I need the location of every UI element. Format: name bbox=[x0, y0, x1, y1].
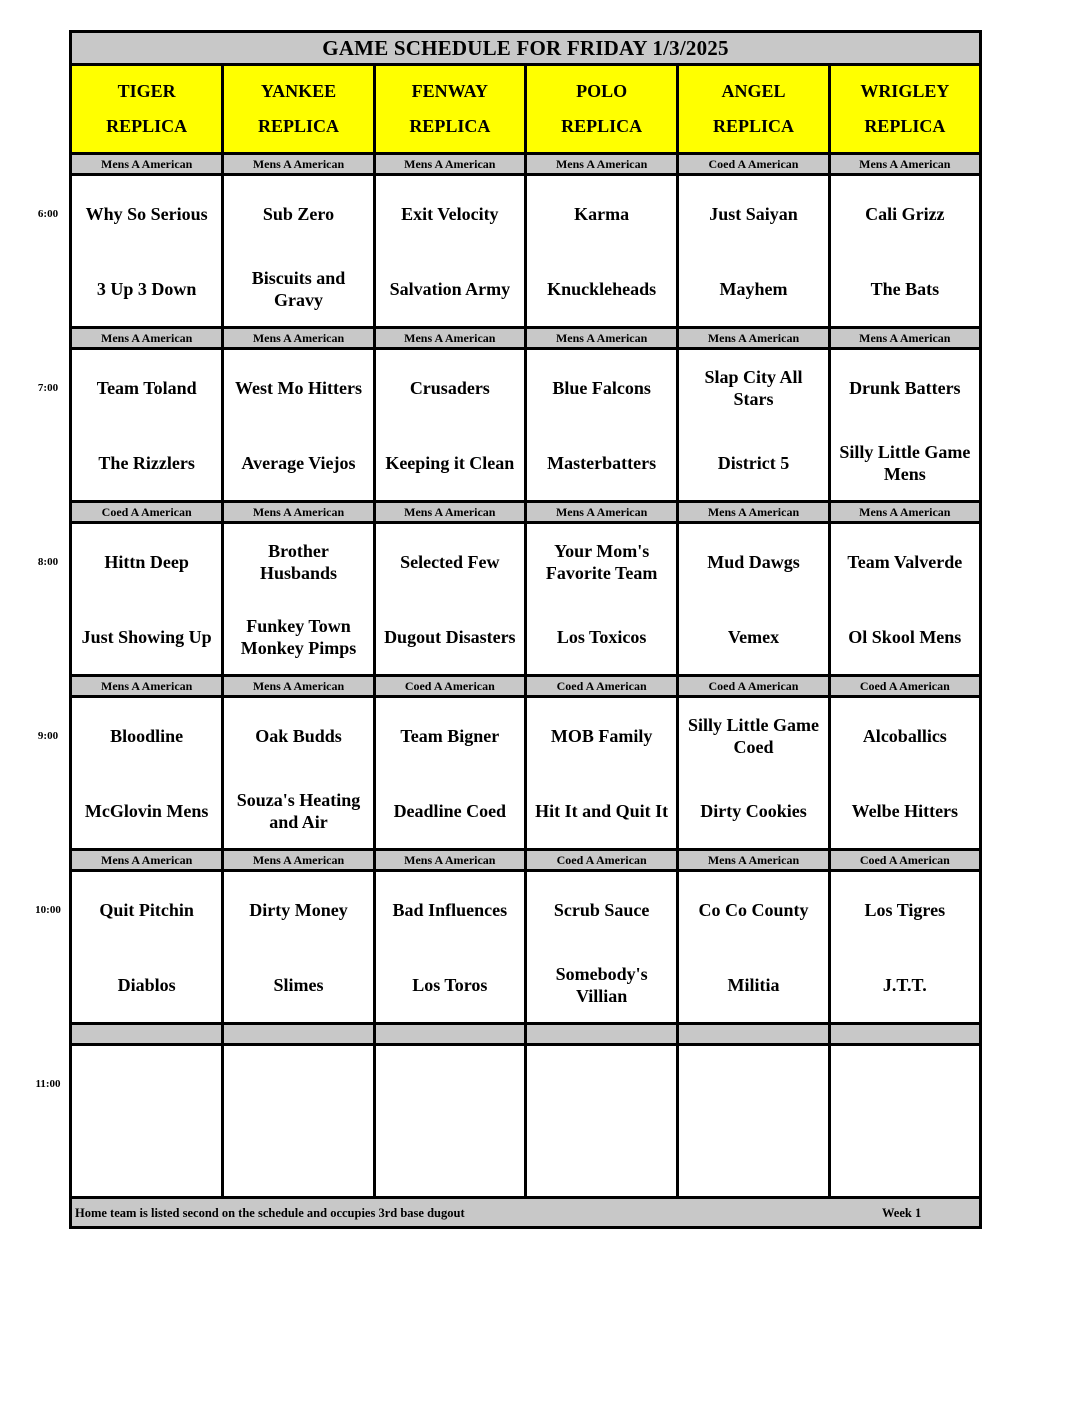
game-cell bbox=[678, 175, 829, 328]
field-header-polo bbox=[525, 65, 677, 154]
division-label: Mens A American bbox=[71, 850, 223, 871]
field-subtitle: REPLICA bbox=[106, 116, 188, 136]
time-label: 11:00 bbox=[35, 1077, 61, 1090]
away-team: Why So Serious bbox=[85, 203, 208, 224]
field-subtitle: REPLICA bbox=[561, 116, 643, 136]
home-team: Hit It and Quit It bbox=[535, 800, 669, 821]
game-cell bbox=[374, 697, 525, 850]
away-team: Team Valverde bbox=[847, 551, 963, 572]
away-team: Bad Influences bbox=[392, 899, 508, 920]
division-label: Mens A American bbox=[223, 502, 374, 523]
home-team: Biscuits and Gravy bbox=[251, 267, 346, 310]
schedule-sheet bbox=[69, 30, 982, 1229]
game-cell bbox=[223, 697, 374, 850]
empty-game-cell bbox=[829, 1045, 980, 1198]
home-team: Just Showing Up bbox=[81, 626, 212, 647]
game-cell bbox=[678, 871, 829, 1024]
home-team: Souza's Heating and Air bbox=[236, 789, 361, 832]
division-label: Mens A American bbox=[223, 328, 374, 349]
game-cell bbox=[829, 175, 980, 328]
game-cell bbox=[829, 349, 980, 502]
division-label: Coed A American bbox=[525, 676, 677, 697]
division-label: Coed A American bbox=[525, 850, 677, 871]
game-cell bbox=[678, 523, 829, 676]
division-label: Mens A American bbox=[374, 328, 525, 349]
away-team: Mud Dawgs bbox=[707, 551, 800, 572]
away-team: Los Tigres bbox=[864, 899, 946, 920]
game-cell bbox=[525, 175, 677, 328]
away-team: Exit Velocity bbox=[401, 203, 499, 224]
division-label: Mens A American bbox=[678, 328, 829, 349]
home-team: Knuckleheads bbox=[547, 278, 657, 299]
game-cell bbox=[71, 871, 223, 1024]
game-row bbox=[71, 871, 981, 1024]
game-row bbox=[71, 697, 981, 850]
division-label: Coed A American bbox=[678, 676, 829, 697]
home-team: Diablos bbox=[117, 974, 176, 995]
field-name: WRIGLEY bbox=[860, 81, 950, 101]
home-team: Keeping it Clean bbox=[385, 452, 515, 473]
division-label: Mens A American bbox=[525, 502, 677, 523]
division-label: Mens A American bbox=[223, 850, 374, 871]
field-header-fenway bbox=[374, 65, 525, 154]
away-team: Selected Few bbox=[400, 551, 500, 572]
game-cell bbox=[678, 697, 829, 850]
division-label bbox=[829, 1024, 980, 1045]
time-label: 7:00 bbox=[37, 381, 59, 394]
away-team: Your Mom's Favorite Team bbox=[545, 540, 658, 583]
game-cell bbox=[525, 523, 677, 676]
division-row bbox=[71, 850, 981, 871]
time-label: 10:00 bbox=[35, 903, 61, 916]
home-team: District 5 bbox=[717, 452, 790, 473]
game-cell bbox=[829, 871, 980, 1024]
away-team: Co Co County bbox=[698, 899, 809, 920]
away-team: Quit Pitchin bbox=[99, 899, 194, 920]
home-team: 3 Up 3 Down bbox=[96, 278, 197, 299]
game-cell bbox=[223, 349, 374, 502]
division-label bbox=[71, 1024, 223, 1045]
home-team: Somebody's Villian bbox=[555, 963, 648, 1006]
home-team: Los Toxicos bbox=[556, 626, 647, 647]
division-label: Mens A American bbox=[71, 676, 223, 697]
home-team: Ol Skool Mens bbox=[848, 626, 962, 647]
home-team: Masterbatters bbox=[547, 452, 657, 473]
game-cell bbox=[829, 697, 980, 850]
game-cell bbox=[374, 871, 525, 1024]
division-row bbox=[71, 676, 981, 697]
field-header-angel bbox=[678, 65, 829, 154]
game-cell bbox=[374, 175, 525, 328]
away-team: Karma bbox=[574, 203, 630, 224]
division-label: Mens A American bbox=[829, 328, 980, 349]
home-team: McGlovin Mens bbox=[84, 800, 209, 821]
division-row bbox=[71, 154, 981, 175]
empty-game-cell bbox=[71, 1045, 223, 1198]
division-label: Coed A American bbox=[374, 676, 525, 697]
field-name: TIGER bbox=[117, 81, 176, 101]
away-team: Drunk Batters bbox=[849, 377, 961, 398]
field-header-row bbox=[71, 65, 981, 154]
footer-row bbox=[71, 1198, 981, 1228]
game-cell bbox=[678, 349, 829, 502]
field-name: YANKEE bbox=[260, 81, 337, 101]
away-team: Alcoballics bbox=[862, 725, 947, 746]
field-subtitle: REPLICA bbox=[712, 116, 794, 136]
away-team: Crusaders bbox=[409, 377, 490, 398]
field-name: FENWAY bbox=[411, 81, 488, 101]
home-team: Mayhem bbox=[719, 278, 788, 299]
division-label: Mens A American bbox=[223, 154, 374, 175]
game-cell bbox=[525, 349, 677, 502]
division-row bbox=[71, 1024, 981, 1045]
field-header-wrigley bbox=[829, 65, 980, 154]
week-label: Week 1 bbox=[882, 1206, 922, 1220]
division-label: Mens A American bbox=[374, 850, 525, 871]
away-team: Team Bigner bbox=[400, 725, 500, 746]
away-team: Dirty Money bbox=[249, 899, 348, 920]
game-row bbox=[71, 349, 981, 502]
time-label: 6:00 bbox=[37, 207, 59, 220]
away-team: Cali Grizz bbox=[865, 203, 945, 224]
away-team: West Mo Hitters bbox=[235, 377, 362, 398]
home-team: The Rizzlers bbox=[98, 452, 195, 473]
home-team: Dirty Cookies bbox=[700, 800, 807, 821]
away-team: Brother Husbands bbox=[259, 540, 338, 583]
division-label bbox=[678, 1024, 829, 1045]
empty-game-cell bbox=[525, 1045, 677, 1198]
footer-cell bbox=[71, 1198, 981, 1228]
division-label: Mens A American bbox=[829, 154, 980, 175]
game-cell bbox=[223, 523, 374, 676]
division-label: Coed A American bbox=[829, 850, 980, 871]
away-team: Hittn Deep bbox=[104, 551, 189, 572]
field-header-tiger bbox=[71, 65, 223, 154]
time-label: 8:00 bbox=[37, 555, 59, 568]
game-cell bbox=[223, 871, 374, 1024]
division-label: Mens A American bbox=[525, 154, 677, 175]
away-team: Team Toland bbox=[96, 377, 197, 398]
home-team: Deadline Coed bbox=[393, 800, 507, 821]
away-team: Bloodline bbox=[110, 725, 184, 746]
field-header-yankee bbox=[223, 65, 374, 154]
division-label: Coed A American bbox=[829, 676, 980, 697]
division-label bbox=[525, 1024, 677, 1045]
division-label: Mens A American bbox=[374, 502, 525, 523]
home-team: Salvation Army bbox=[389, 278, 511, 299]
home-team: The Bats bbox=[870, 278, 940, 299]
home-team: J.T.T. bbox=[882, 974, 927, 995]
division-label: Mens A American bbox=[374, 154, 525, 175]
division-label: Mens A American bbox=[223, 676, 374, 697]
away-team: Slap City All Stars bbox=[704, 366, 803, 409]
division-row bbox=[71, 328, 981, 349]
home-team: Average Viejos bbox=[241, 452, 356, 473]
home-team: Dugout Disasters bbox=[384, 626, 516, 647]
home-team: Funkey Town Monkey Pimps bbox=[240, 615, 357, 658]
field-name: ANGEL bbox=[721, 81, 786, 101]
away-team: Sub Zero bbox=[262, 203, 335, 224]
division-label: Mens A American bbox=[678, 850, 829, 871]
division-row bbox=[71, 502, 981, 523]
division-label: Coed A American bbox=[71, 502, 223, 523]
game-cell bbox=[525, 871, 677, 1024]
field-name: POLO bbox=[576, 81, 628, 101]
division-label: Mens A American bbox=[678, 502, 829, 523]
home-team: Vemex bbox=[727, 626, 780, 647]
division-label bbox=[374, 1024, 525, 1045]
division-label: Mens A American bbox=[829, 502, 980, 523]
home-team: Silly Little Game Mens bbox=[839, 441, 971, 484]
away-team: MOB Family bbox=[550, 725, 653, 746]
empty-game-cell bbox=[374, 1045, 525, 1198]
field-subtitle: REPLICA bbox=[257, 116, 339, 136]
home-team: Los Toros bbox=[412, 974, 488, 995]
game-cell bbox=[525, 697, 677, 850]
game-cell bbox=[71, 697, 223, 850]
away-team: Just Saiyan bbox=[709, 203, 798, 224]
game-cell bbox=[71, 349, 223, 502]
away-team: Oak Budds bbox=[255, 725, 342, 746]
game-cell bbox=[71, 523, 223, 676]
away-team: Scrub Sauce bbox=[553, 899, 650, 920]
game-cell bbox=[223, 175, 374, 328]
away-team: Blue Falcons bbox=[552, 377, 651, 398]
away-team: Silly Little Game Coed bbox=[687, 714, 819, 757]
game-cell bbox=[71, 175, 223, 328]
field-subtitle: REPLICA bbox=[409, 116, 491, 136]
division-label: Mens A American bbox=[71, 154, 223, 175]
game-row bbox=[71, 523, 981, 676]
game-cell bbox=[829, 523, 980, 676]
division-label: Coed A American bbox=[678, 154, 829, 175]
division-label: Mens A American bbox=[525, 328, 677, 349]
game-cell bbox=[374, 523, 525, 676]
home-team: Welbe Hitters bbox=[851, 800, 959, 821]
home-team: Militia bbox=[727, 974, 780, 995]
empty-game-cell bbox=[678, 1045, 829, 1198]
schedule-table bbox=[69, 30, 982, 1229]
field-subtitle: REPLICA bbox=[864, 116, 946, 136]
time-label: 9:00 bbox=[37, 729, 59, 742]
game-cell bbox=[374, 349, 525, 502]
home-team: Slimes bbox=[273, 974, 324, 995]
game-row bbox=[71, 175, 981, 328]
schedule-title: GAME SCHEDULE FOR FRIDAY 1/3/2025 bbox=[71, 32, 981, 65]
division-label: Mens A American bbox=[71, 328, 223, 349]
division-label bbox=[223, 1024, 374, 1045]
home-team-note: Home team is listed second on the schedule and occupies 3rd base dugout bbox=[75, 1206, 465, 1220]
game-row bbox=[71, 1045, 981, 1198]
empty-game-cell bbox=[223, 1045, 374, 1198]
